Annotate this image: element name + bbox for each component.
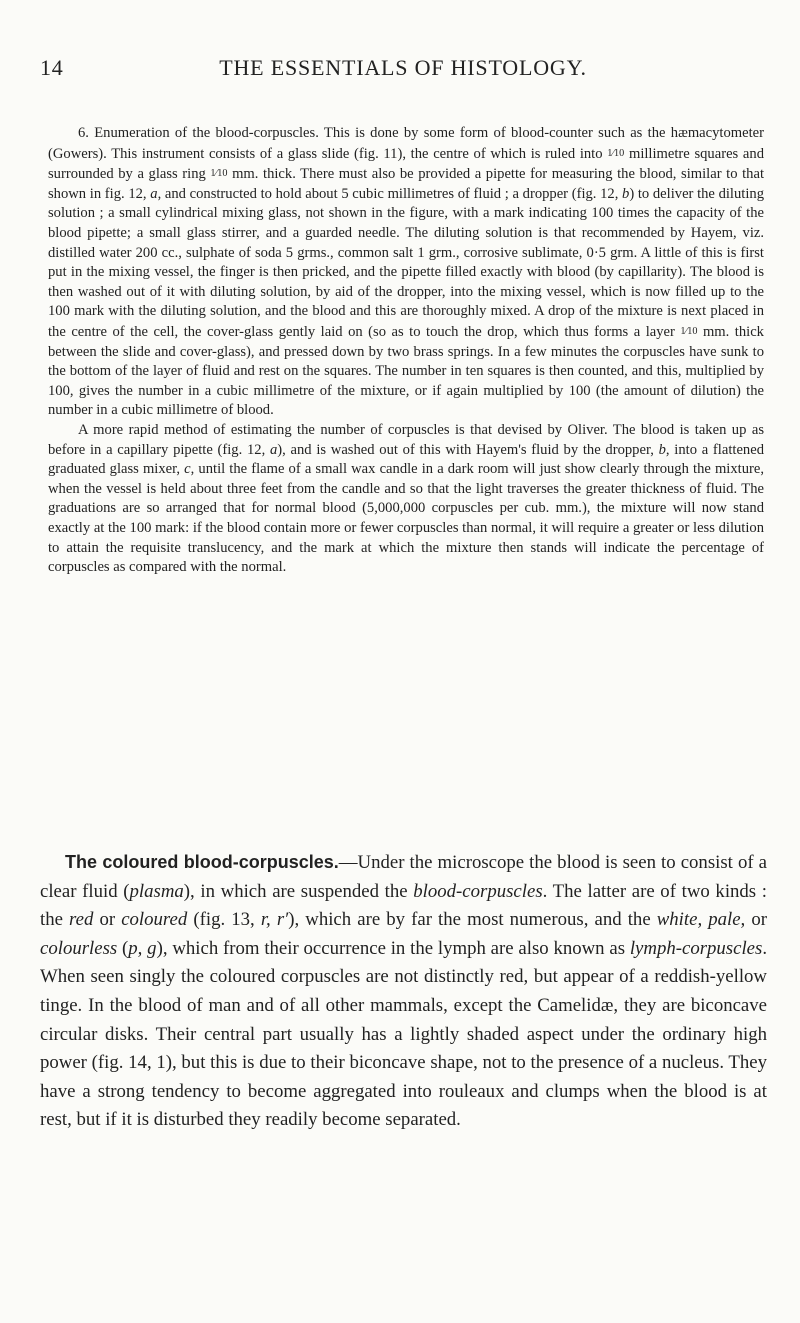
small-print-section — [48, 124, 764, 578]
text-run: mm. thick between the slide and cover-glass), and pressed down by two brass springs. In a few minutes the corpuscles have sunk to the bottom of the layer of fluid and rest on the squares. The number in ten squares is then counted, and this, multiplied by 100, gives the number in a cubic millimetre of the mixture, or if again multiplied by 100 (the amount of dilution) the number in a cubic millimetre of blood. — [48, 324, 764, 419]
text-run: ), and is washed out of this with Hayem's fluid by the dropper, — [277, 441, 659, 458]
text-run: millimetre squares and surrounded by a glass ring — [48, 145, 764, 183]
italic-run: b — [622, 185, 630, 202]
text-run: , and constructed to hold about 5 cubic millimetres of fluid ; a dropper (fig. 12, — [157, 185, 623, 202]
text-run: 6. Enumeration of the blood-corpuscles. This is done by some form of blood-counter such as the hæmacytometer (Gowers). This instrument consists of a glass slide (fig. 11), the centre of which is ruled into — [48, 125, 764, 162]
fraction: 1⁄10 — [210, 168, 228, 180]
italic-run: colourless — [40, 937, 118, 959]
page-header — [40, 55, 766, 85]
text-run: ( — [117, 937, 129, 959]
fraction: 1⁄10 — [680, 326, 698, 337]
coloured-corpuscles-paragraph — [40, 848, 767, 1135]
text-run: ) to deliver the diluting solution ; a small cylindrical mixing glass, not shown in the figure, with a mark indicating 100 times the capacity of the blood pipette; a small glass stirrer, and a guarded needle. The diluting solution is that recommended by Hayem, viz. distilled water 200 cc., sulphate of soda 5 grms., common salt 1 grm., corrosive sublimate, 0·5 grm. A little of this is first put in the mixing vessel, the finger is then pricked, and the pipette filled exactly with blood (by capillarity). The blood is then washed out of it with diluting solution, by aid of the dropper, into the mixing vessel, which is now filled up to the 100 mark with the diluting solution, and the blood and this are thoroughly mixed. A drop of the mixture is next placed in the centre of the cell, the cover-glass gently laid on (so as to touch the drop, which thus forms a layer — [48, 185, 764, 341]
text-run: (fig. 13, — [187, 909, 261, 931]
text-run: . When seen singly the coloured corpuscles are not distinctly red, but appear of a reddish-yellow tinge. In the blood of man and of all other mammals, except the Camelidæ, they are biconcave circular disks. Their central part usually has a lightly shaded aspect under the ordinary high power (fig. 14, 1), but this is due to their biconcave shape, not to the presence of a nucleus. They have a strong tendency to become aggregated into rouleaux and clumps when the blood is at rest, but if it is disturbed they readily become separated. — [40, 937, 768, 1131]
italic-run: coloured — [121, 909, 188, 931]
text-run: . The latter are of two kinds : the — [40, 880, 767, 931]
italic-run: a — [150, 185, 158, 202]
text-run: ), in which are suspended the — [183, 880, 414, 902]
text-run: , into a flattened graduated glass mixer, — [48, 441, 764, 478]
italic-run: p, g — [128, 937, 157, 959]
section-heading: The coloured blood-corpuscles. — [65, 852, 339, 872]
text-run: A more rapid method of estimating the number of corpuscles is that devised by Oliver. The blood is taken up as before in a capillary pipette (fig. 12, — [48, 422, 764, 458]
text-run: , until the flame of a small wax candle in a dark room will just show clearly through the mixture, when the vessel is held about three feet from the candle and so that the light traverses the greater thickness of fluid. The graduations are so arranged that for normal blood (5,000,000 corpuscles per cub. mm.), the mixture will now stand exactly at the 100 mark: if the blood contain more or fewer corpuscles than normal, it will require a greater or less dilution to attain the requisite translucency, and the mark at which the mixture then stands will indicate the percentage of corpuscles as compared with the normal. — [48, 461, 764, 576]
italic-run: red — [69, 909, 94, 931]
text-run: ), which are by far the most numerous, and the — [288, 909, 657, 931]
text-run: —Under the microscope the blood is seen to consist of a clear fluid ( — [40, 852, 767, 902]
text-run: ), which from their occurrence in the lymph are also known as — [156, 937, 630, 959]
italic-run: r, r′ — [260, 909, 289, 931]
running-title: THE ESSENTIALS OF HISTOLOGY. — [219, 55, 587, 80]
italic-run: lymph-corpuscles — [629, 937, 763, 959]
italic-run: c — [184, 461, 191, 478]
main-text-section — [40, 848, 767, 1135]
text-run: or — [93, 909, 122, 931]
text-run: or — [745, 909, 767, 931]
page-number: 14 — [40, 55, 64, 80]
enumeration-paragraph — [48, 124, 764, 421]
italic-run: a — [269, 441, 278, 458]
fraction: 1⁄10 — [607, 147, 625, 159]
oliver-method-paragraph — [48, 421, 764, 578]
italic-run: white, pale, — [656, 909, 746, 931]
italic-run: b — [658, 441, 666, 458]
italic-run: blood-corpuscles — [413, 880, 543, 902]
italic-run: plasma — [129, 880, 184, 902]
text-run: mm. thick. There must also be provided a pipette for measuring the blood, similar to that shown in fig. 12, — [48, 166, 765, 202]
